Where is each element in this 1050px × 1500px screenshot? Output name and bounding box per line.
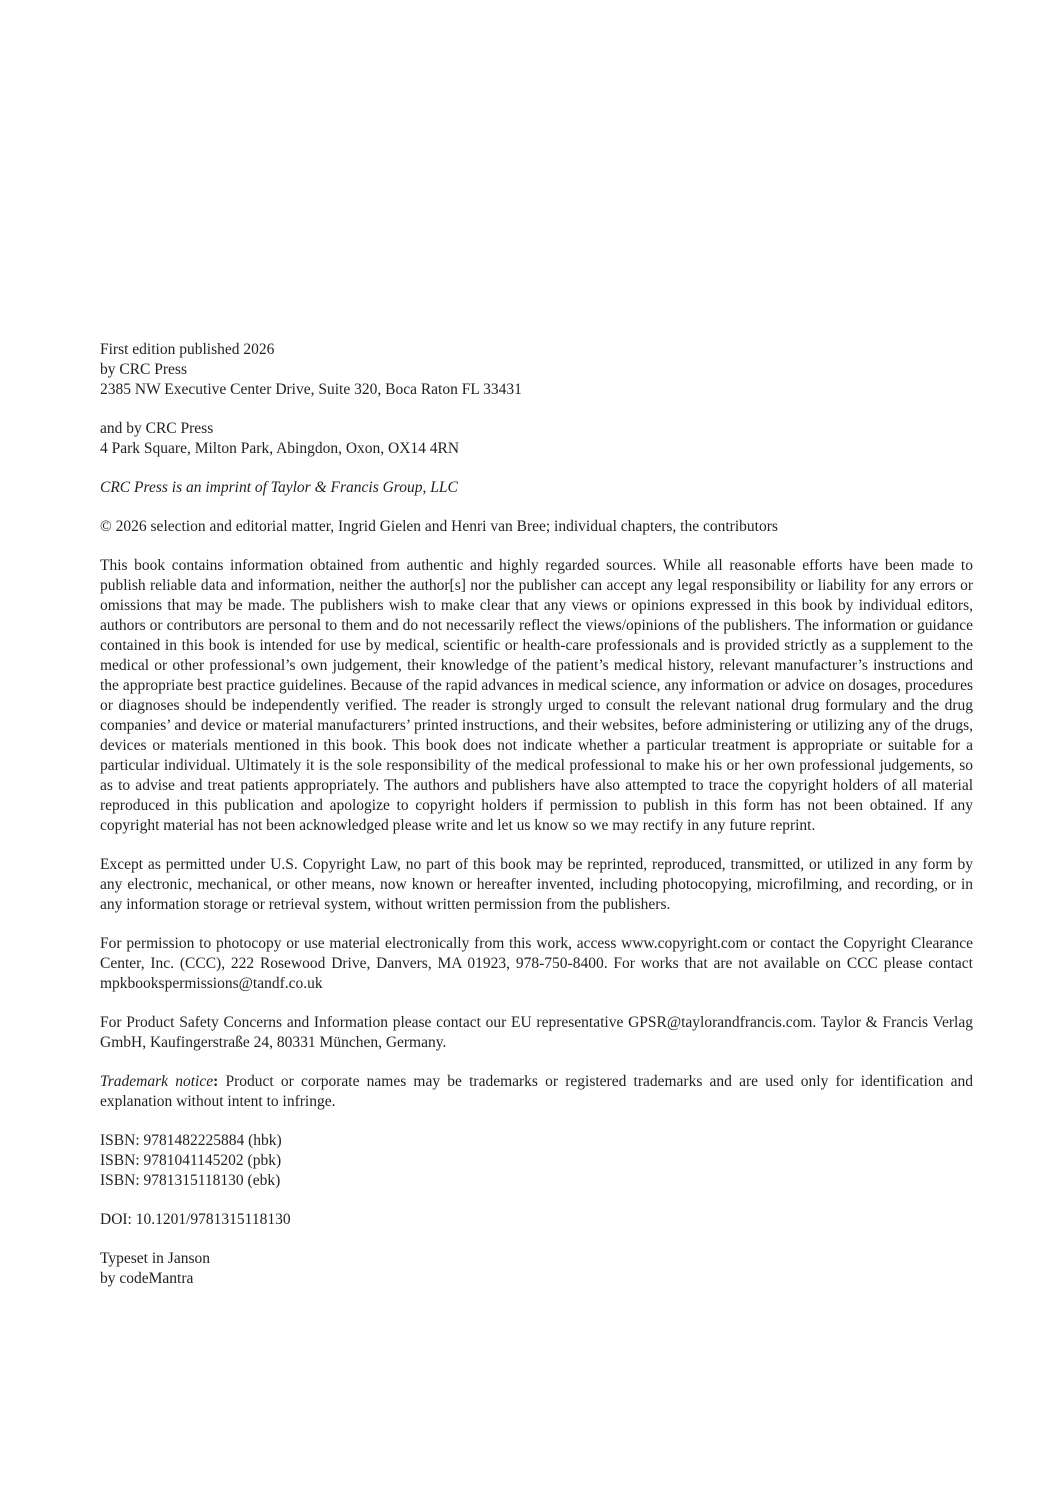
doi-line: DOI: 10.1201/9781315118130	[100, 1211, 291, 1228]
second-publisher-line: and by CRC Press	[100, 420, 214, 437]
typesetter-line: by codeMantra	[100, 1270, 194, 1287]
first-edition-line: First edition published 2026	[100, 341, 275, 358]
imprint-notice: CRC Press is an imprint of Taylor & Francis Group, LLC	[100, 479, 458, 496]
publisher-address: 2385 NW Executive Center Drive, Suite 320, Boca Raton FL 33431	[100, 381, 522, 398]
copyright-page	[100, 340, 973, 1289]
trademark-paragraph	[100, 1072, 973, 1112]
isbn-pbk: ISBN: 9781041145202 (pbk)	[100, 1152, 282, 1169]
trademark-label: Trademark notice	[100, 1073, 214, 1090]
trademark-colon: :	[213, 1073, 219, 1090]
trademark-text: Product or corporate names may be trademarks or registered trademarks and are used only for identification and explanation without intent to infringe.	[100, 1073, 974, 1110]
publisher-line: by CRC Press	[100, 361, 187, 378]
permissions-paragraph: For permission to photocopy or use material electronically from this work, access www.copyright.com or contact the Copyright Clearance Center, Inc. (CCC), 222 Rosewood Drive, Danvers, MA 01923, 978-750-8400. For works that are not available on CCC please contact mpkbookspermissions@tandf.co.uk	[100, 935, 973, 992]
disclaimer-paragraph: This book contains information obtained from authentic and highly regarded sources. While all reasonable efforts have been made to publish reliable data and information, neither the author[s] nor the publisher can accept any legal responsibility or liability for any errors or omissions that may be made. The publishers wish to make clear that any views or opinions expressed in this book by individual editors, authors or contributors are personal to them and do not necessarily reflect the views/opinions of the publishers. The information or guidance contained in this book is intended for use by medical, scientific or health-care professionals and is provided strictly as a supplement to the medical or other professional’s own judgement, their knowledge of the patient’s medical history, relevant manufacturer’s instructions and the appropriate best practice guidelines. Because of the rapid advances in medical science, any information or advice on dosages, procedures or diagnoses should be independently verified. The reader is strongly urged to consult the relevant national drug formulary and the drug companies’ and device or material manufacturers’ printed instructions, and their websites, before administering or utilizing any of the drugs, devices or materials mentioned in this book. This book does not indicate whether a particular treatment is appropriate or suitable for a particular individual. Ultimately it is the sole responsibility of the medical professional to make his or her own professional judgements, so as to advise and treat patients appropriately. The authors and publishers have also attempted to trace the copyright holders of all material reproduced in this publication and apologize to copyright holders if permission to publish in this form has not been obtained. If any copyright material has not been acknowledged please write and let us know so we may rectify in any future reprint.	[100, 557, 973, 834]
copyright-line: © 2026 selection and editorial matter, Ingrid Gielen and Henri van Bree; individual chapters, the contributors	[100, 518, 778, 535]
edition-block	[100, 340, 973, 400]
typeset-line: Typeset in Janson	[100, 1250, 210, 1267]
us-copyright-paragraph: Except as permitted under U.S. Copyright Law, no part of this book may be reprinted, reproduced, transmitted, or utilized in any form by any electronic, mechanical, or other means, now known or hereafter invented, including photocopying, microfilming, and recording, or in any information storage or retrieval system, without written permission from the publishers.	[100, 856, 973, 913]
second-publisher-address: 4 Park Square, Milton Park, Abingdon, Oxon, OX14 4RN	[100, 440, 460, 457]
second-publisher-block	[100, 419, 973, 459]
product-safety-paragraph: For Product Safety Concerns and Information please contact our EU representative GPSR@taylorandfrancis.com. Taylor & Francis Verlag GmbH, Kaufingerstraße 24, 80331 München, Germany.	[100, 1014, 973, 1051]
isbn-block	[100, 1131, 973, 1191]
isbn-ebk: ISBN: 9781315118130 (ebk)	[100, 1172, 281, 1189]
isbn-hbk: ISBN: 9781482225884 (hbk)	[100, 1132, 282, 1149]
typeset-block	[100, 1249, 973, 1289]
